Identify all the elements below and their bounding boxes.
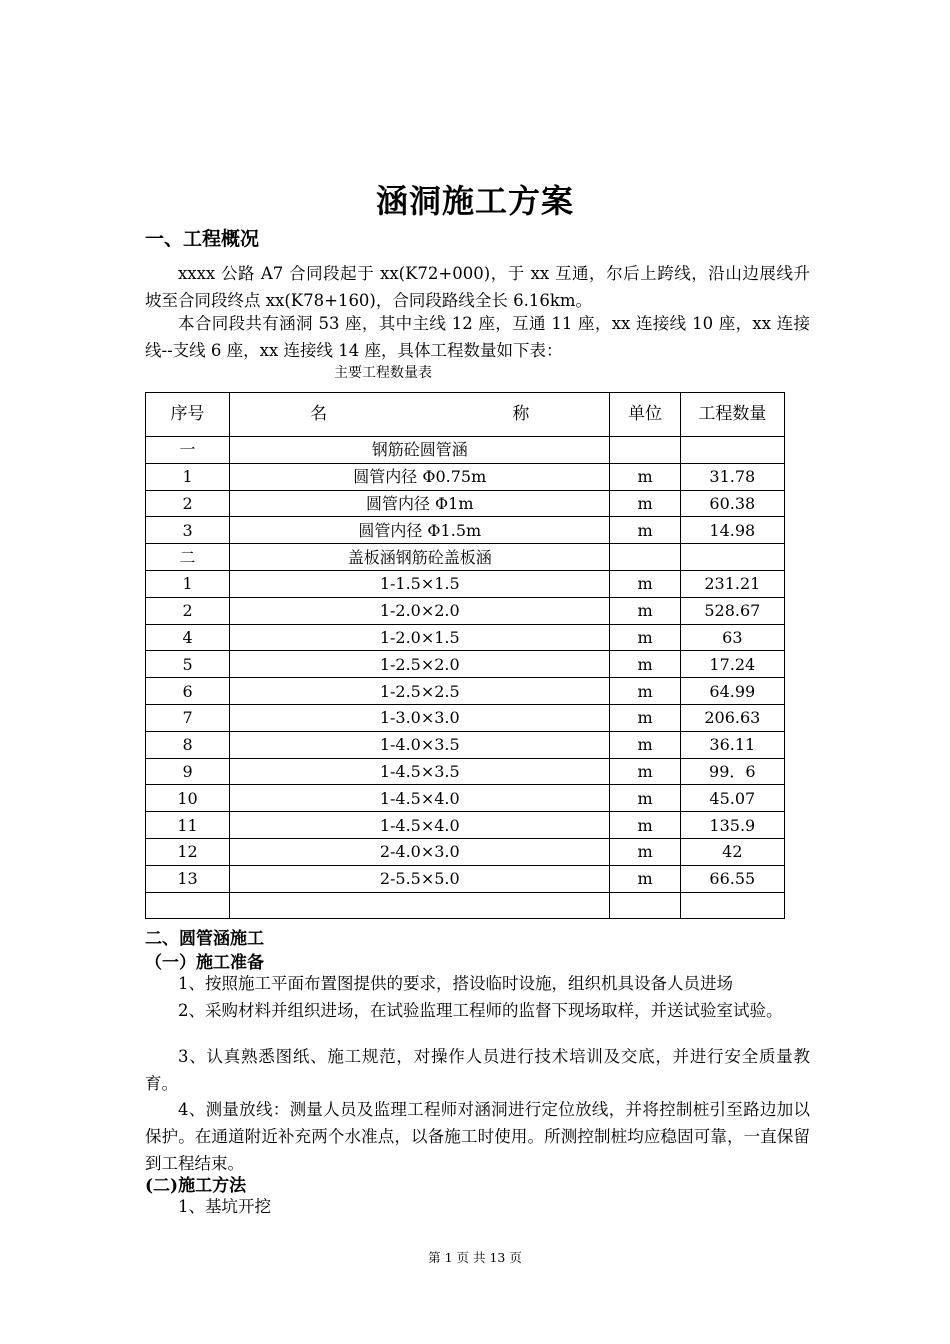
cell-name: 2-5.5×5.0 (230, 865, 610, 892)
prep-item-3: 3、认真熟悉图纸、施工规范，对操作人员进行技术培训及交底，并进行安全质量教育。 (145, 1047, 810, 1093)
table-caption: 主要工程数量表 (334, 365, 432, 381)
table-row (146, 570, 785, 597)
cell-name: 盖板涵钢筋砼盖板涵 (230, 544, 610, 571)
cell-no: 5 (146, 651, 230, 678)
cell-unit: m (610, 678, 680, 705)
page-footer: 第 1 页 共 13 页 (428, 1250, 522, 1265)
cell-qty: 528.67 (680, 597, 784, 624)
cell-qty (680, 544, 784, 571)
table-row (146, 865, 785, 892)
header-unit: 单位 (610, 393, 680, 437)
cell-unit (610, 544, 680, 571)
cell-name: 圆管内径 Φ1.5m (230, 517, 610, 544)
table-row (146, 812, 785, 839)
cell-qty: 231.21 (680, 570, 784, 597)
document-title: 涵洞施工方案 (375, 182, 574, 220)
cell-name: 1-4.5×3.5 (230, 758, 610, 785)
cell-unit (610, 437, 680, 464)
cell-no: 13 (146, 865, 230, 892)
cell-unit (610, 892, 680, 919)
cell-qty: 14.98 (680, 517, 784, 544)
cell-unit: m (610, 812, 680, 839)
cell-no: 7 (146, 704, 230, 731)
section-heading-overview: 一、工程概况 (145, 228, 260, 250)
cell-no: 2 (146, 597, 230, 624)
cell-qty: 60.38 (680, 490, 784, 517)
cell-name: 1-4.5×4.0 (230, 785, 610, 812)
cell-no: 10 (146, 785, 230, 812)
cell-unit: m (610, 785, 680, 812)
cell-qty: 36.11 (680, 731, 784, 758)
method-item-1: 1、基坑开挖 (178, 1197, 271, 1216)
prep-item-4: 4、测量放线：测量人员及监理工程师对涵洞进行定位放线，并将控制桩引至路边加以保护。在通道附近补充两个水准点，以备施工时使用。所测控制桩均应稳固可靠，一直保留到工程结束。 (145, 1100, 810, 1173)
cell-name: 圆管内径 Φ1m (230, 490, 610, 517)
table-row (146, 517, 785, 544)
cell-no: 6 (146, 678, 230, 705)
cell-qty (680, 437, 784, 464)
cell-unit: m (610, 517, 680, 544)
cell-unit: m (610, 490, 680, 517)
cell-name: 1-2.5×2.5 (230, 678, 610, 705)
cell-unit: m (610, 838, 680, 865)
cell-name: 2-4.0×3.0 (230, 838, 610, 865)
cell-no: 9 (146, 758, 230, 785)
cell-no: 12 (146, 838, 230, 865)
cell-name: 钢筋砼圆管涵 (230, 437, 610, 464)
cell-name: 1-3.0×3.0 (230, 704, 610, 731)
cell-qty: 42 (680, 838, 784, 865)
table-row (146, 624, 785, 651)
cell-name: 1-2.0×1.5 (230, 624, 610, 651)
cell-name: 1-1.5×1.5 (230, 570, 610, 597)
table-row (146, 651, 785, 678)
prep-item-2: 2、采购材料并组织进场，在试验监理工程师的监督下现场取样，并送试验室试验。 (178, 1001, 783, 1020)
cell-no: 1 (146, 463, 230, 490)
table-header-row (146, 393, 785, 437)
cell-qty: 64.99 (680, 678, 784, 705)
table-row (146, 678, 785, 705)
cell-qty: 17.24 (680, 651, 784, 678)
cell-qty: 45.07 (680, 785, 784, 812)
cell-unit: m (610, 704, 680, 731)
cell-qty: 66.55 (680, 865, 784, 892)
cell-name: 圆管内径 Φ0.75m (230, 463, 610, 490)
cell-unit: m (610, 758, 680, 785)
table-row (146, 544, 785, 571)
cell-no: 一 (146, 437, 230, 464)
cell-no: 二 (146, 544, 230, 571)
subheading-preparation: （一）施工准备 (145, 953, 264, 973)
cell-qty: 31.78 (680, 463, 784, 490)
cell-unit: m (610, 731, 680, 758)
quantity-table (145, 392, 785, 919)
cell-unit: m (610, 597, 680, 624)
table-row (146, 758, 785, 785)
header-name-left: 名 (310, 404, 328, 424)
cell-qty: 99．6 (680, 758, 784, 785)
cell-no: 4 (146, 624, 230, 651)
cell-name: 1-4.5×4.0 (230, 812, 610, 839)
header-name-right: 称 (512, 404, 530, 424)
cell-no: 1 (146, 570, 230, 597)
table-row (146, 785, 785, 812)
table-row (146, 704, 785, 731)
cell-no (146, 892, 230, 919)
cell-no: 3 (146, 517, 230, 544)
cell-name: 1-2.5×2.0 (230, 651, 610, 678)
cell-name: 1-2.0×2.0 (230, 597, 610, 624)
header-qty: 工程数量 (680, 393, 784, 437)
subheading-method: (二)施工方法 (145, 1176, 247, 1196)
cell-qty: 63 (680, 624, 784, 651)
cell-qty: 135.9 (680, 812, 784, 839)
cell-no: 8 (146, 731, 230, 758)
table-row (146, 437, 785, 464)
prep-item-1: 1、按照施工平面布置图提供的要求，搭设临时设施，组织机具设备人员进场 (178, 974, 733, 993)
header-name (230, 393, 610, 437)
cell-unit: m (610, 651, 680, 678)
section-heading-pipe-culvert: 二、圆管涵施工 (145, 929, 264, 949)
table-row (146, 838, 785, 865)
table-row (146, 463, 785, 490)
cell-no: 11 (146, 812, 230, 839)
table-row (146, 490, 785, 517)
cell-qty: 206.63 (680, 704, 784, 731)
cell-unit: m (610, 463, 680, 490)
cell-name (230, 892, 610, 919)
overview-paragraph-2: 本合同段共有涵洞 53 座，其中主线 12 座，互通 11 座，xx 连接线 10 座，xx 连接线--支线 6 座，xx 连接线 14 座，具体工程数量如下表： (145, 314, 810, 360)
cell-name: 1-4.0×3.5 (230, 731, 610, 758)
cell-unit: m (610, 624, 680, 651)
table-row (146, 597, 785, 624)
table-row (146, 731, 785, 758)
cell-unit: m (610, 865, 680, 892)
table-row (146, 892, 785, 919)
cell-unit: m (610, 570, 680, 597)
header-no: 序号 (146, 393, 230, 437)
cell-qty (680, 892, 784, 919)
overview-paragraph-1: xxxx 公路 A7 合同段起于 xx(K72+000)，于 xx 互通，尔后上跨线，沿山边展线升坡至合同段终点 xx(K78+160)，合同段路线全长 6.16km。 (145, 264, 810, 310)
cell-no: 2 (146, 490, 230, 517)
